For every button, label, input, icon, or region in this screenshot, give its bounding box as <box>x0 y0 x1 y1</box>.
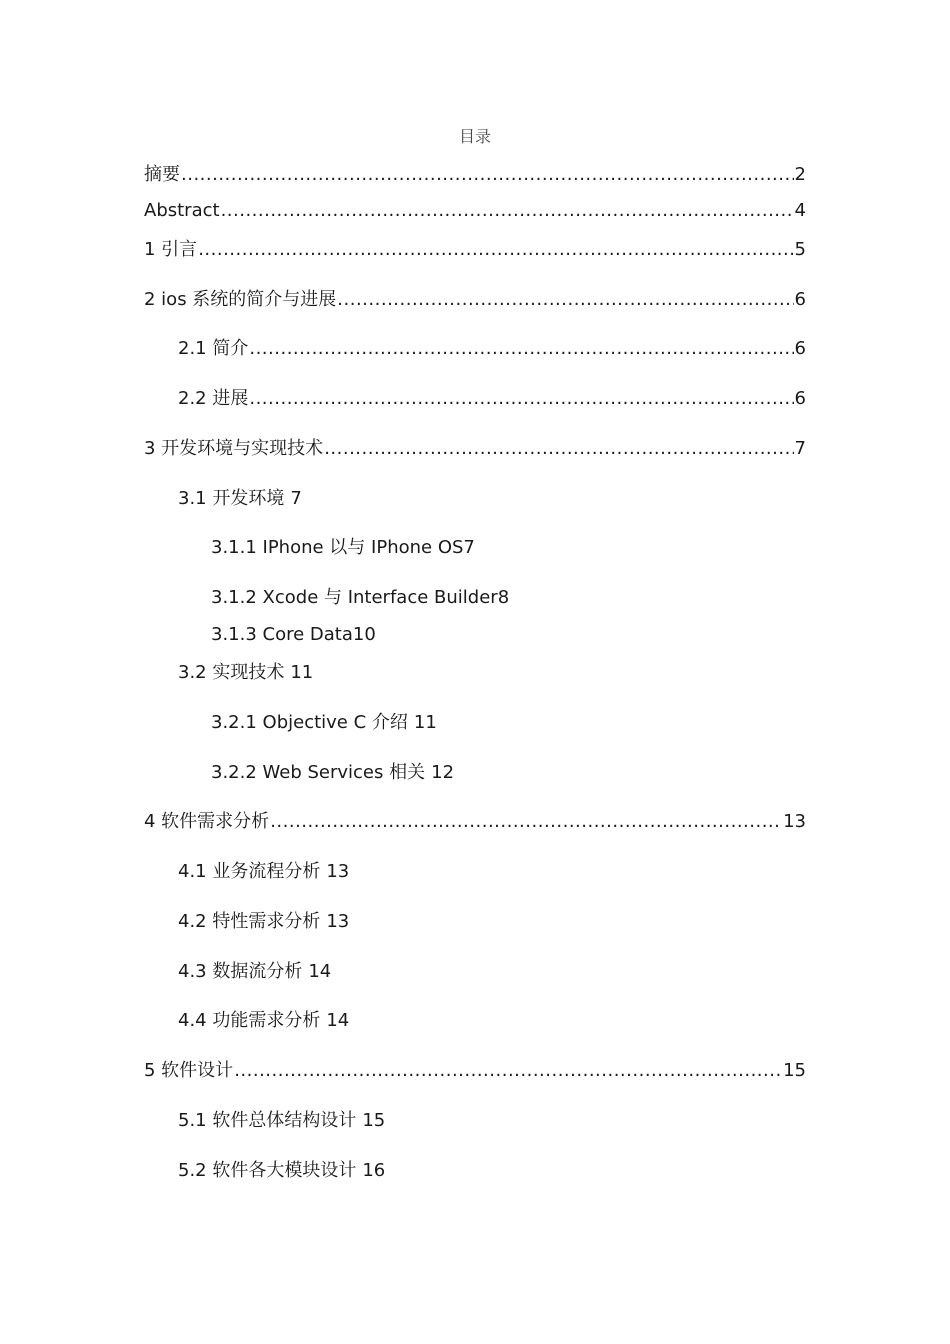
toc-entry-page: 5 <box>794 239 806 260</box>
toc-entry-label: Abstract <box>144 200 220 221</box>
toc-entry-2[interactable] <box>144 287 806 313</box>
toc-entry-page: 2 <box>794 164 806 185</box>
toc-entry-page: 13 <box>783 811 806 832</box>
toc-entry-label: 4.1 业务流程分析 <box>178 861 321 882</box>
toc-entry-label: 2 ios 系统的简介与进展 <box>144 289 337 310</box>
leader-dots <box>249 336 793 362</box>
toc-entry-4-3[interactable] <box>178 959 806 985</box>
toc-entry-3-2[interactable] <box>178 660 806 686</box>
toc-entry-label: 摘要 <box>144 164 180 185</box>
toc-entry-abstract-en[interactable] <box>144 198 806 224</box>
toc-entry-3-2-1[interactable] <box>211 710 806 736</box>
toc-entry-label: 3.1.2 Xcode 与 Interface Builder <box>211 587 498 608</box>
toc-entry-page: 7 <box>794 438 806 459</box>
toc-entry-label: 5.2 软件各大模块设计 <box>178 1160 357 1181</box>
toc-entry-4-4[interactable] <box>178 1008 806 1034</box>
toc-entry-1[interactable] <box>144 237 806 263</box>
toc-entry-page: 6 <box>794 338 806 359</box>
toc-entry-page: 7 <box>463 537 475 558</box>
toc-entry-page: 8 <box>497 587 510 608</box>
toc-entry-3-1-1[interactable] <box>211 535 806 561</box>
toc-entry-page: 16 <box>362 1160 386 1181</box>
toc-entry-label: 4.4 功能需求分析 <box>178 1010 321 1031</box>
toc-entry-label: 5.1 软件总体结构设计 <box>178 1110 357 1131</box>
toc-entry-page: 11 <box>290 662 314 683</box>
leader-dots <box>221 198 794 224</box>
toc-entry-label: 5 软件设计 <box>144 1060 234 1081</box>
toc-entry-3[interactable] <box>144 436 806 462</box>
toc-entry-page: 12 <box>431 762 455 783</box>
toc-entry-page: 15 <box>362 1110 386 1131</box>
leader-dots <box>249 386 793 412</box>
toc-entry-5[interactable] <box>144 1058 806 1084</box>
leader-dots <box>234 1058 782 1084</box>
toc-entry-label: 4 软件需求分析 <box>144 811 270 832</box>
leader-dots <box>337 287 793 313</box>
leader-dots <box>198 237 793 263</box>
toc-entry-label: 2.1 简介 <box>178 338 249 359</box>
leader-dots <box>324 436 793 462</box>
leader-dots <box>181 162 794 188</box>
toc-entry-label: 1 引言 <box>144 239 198 260</box>
toc-entry-abstract-cn[interactable] <box>144 162 806 188</box>
toc-entry-5-2[interactable] <box>178 1158 806 1184</box>
toc-entry-3-1-2[interactable] <box>211 585 806 611</box>
toc-entry-label: 4.2 特性需求分析 <box>178 911 321 932</box>
toc-entry-page: 4 <box>794 200 806 221</box>
toc-entry-label: 3.1.1 IPhone 以与 IPhone OS <box>211 537 464 558</box>
toc-entry-4-1[interactable] <box>178 859 806 885</box>
toc-entry-page: 6 <box>794 388 806 409</box>
toc-entry-page: 13 <box>326 911 350 932</box>
toc-entry-page: 11 <box>413 712 437 733</box>
toc-entry-label: 3.2.2 Web Services 相关 <box>211 762 426 783</box>
toc-entry-4[interactable] <box>144 809 806 835</box>
toc-entry-3-1[interactable] <box>178 486 806 512</box>
toc-entry-page: 14 <box>326 1010 350 1031</box>
toc-entry-label: 3.2.1 Objective C 介绍 <box>211 712 408 733</box>
toc-entry-page: 15 <box>783 1060 806 1081</box>
toc-entry-3-2-2[interactable] <box>211 760 806 786</box>
toc-entry-page: 14 <box>308 961 332 982</box>
toc-entry-label: 3.2 实现技术 <box>178 662 285 683</box>
toc-entry-2-1[interactable] <box>178 336 806 362</box>
toc-entry-label: 3 开发环境与实现技术 <box>144 438 324 459</box>
toc-entry-label: 3.1 开发环境 <box>178 488 285 509</box>
toc-entry-label: 2.2 进展 <box>178 388 249 409</box>
toc-title: 目录 <box>458 127 491 146</box>
toc-entry-label: 3.1.3 Core Data <box>211 624 353 645</box>
toc-entry-4-2[interactable] <box>178 909 806 935</box>
toc-entry-page: 7 <box>290 488 302 509</box>
toc-entry-3-1-3[interactable] <box>211 622 806 648</box>
toc-entry-2-2[interactable] <box>178 386 806 412</box>
toc-entry-5-1[interactable] <box>178 1108 806 1134</box>
toc-entry-page: 6 <box>794 289 806 310</box>
leader-dots <box>270 809 782 835</box>
toc-entry-page: 10 <box>352 624 376 645</box>
toc-entry-page: 13 <box>326 861 350 882</box>
toc-entry-label: 4.3 数据流分析 <box>178 961 303 982</box>
